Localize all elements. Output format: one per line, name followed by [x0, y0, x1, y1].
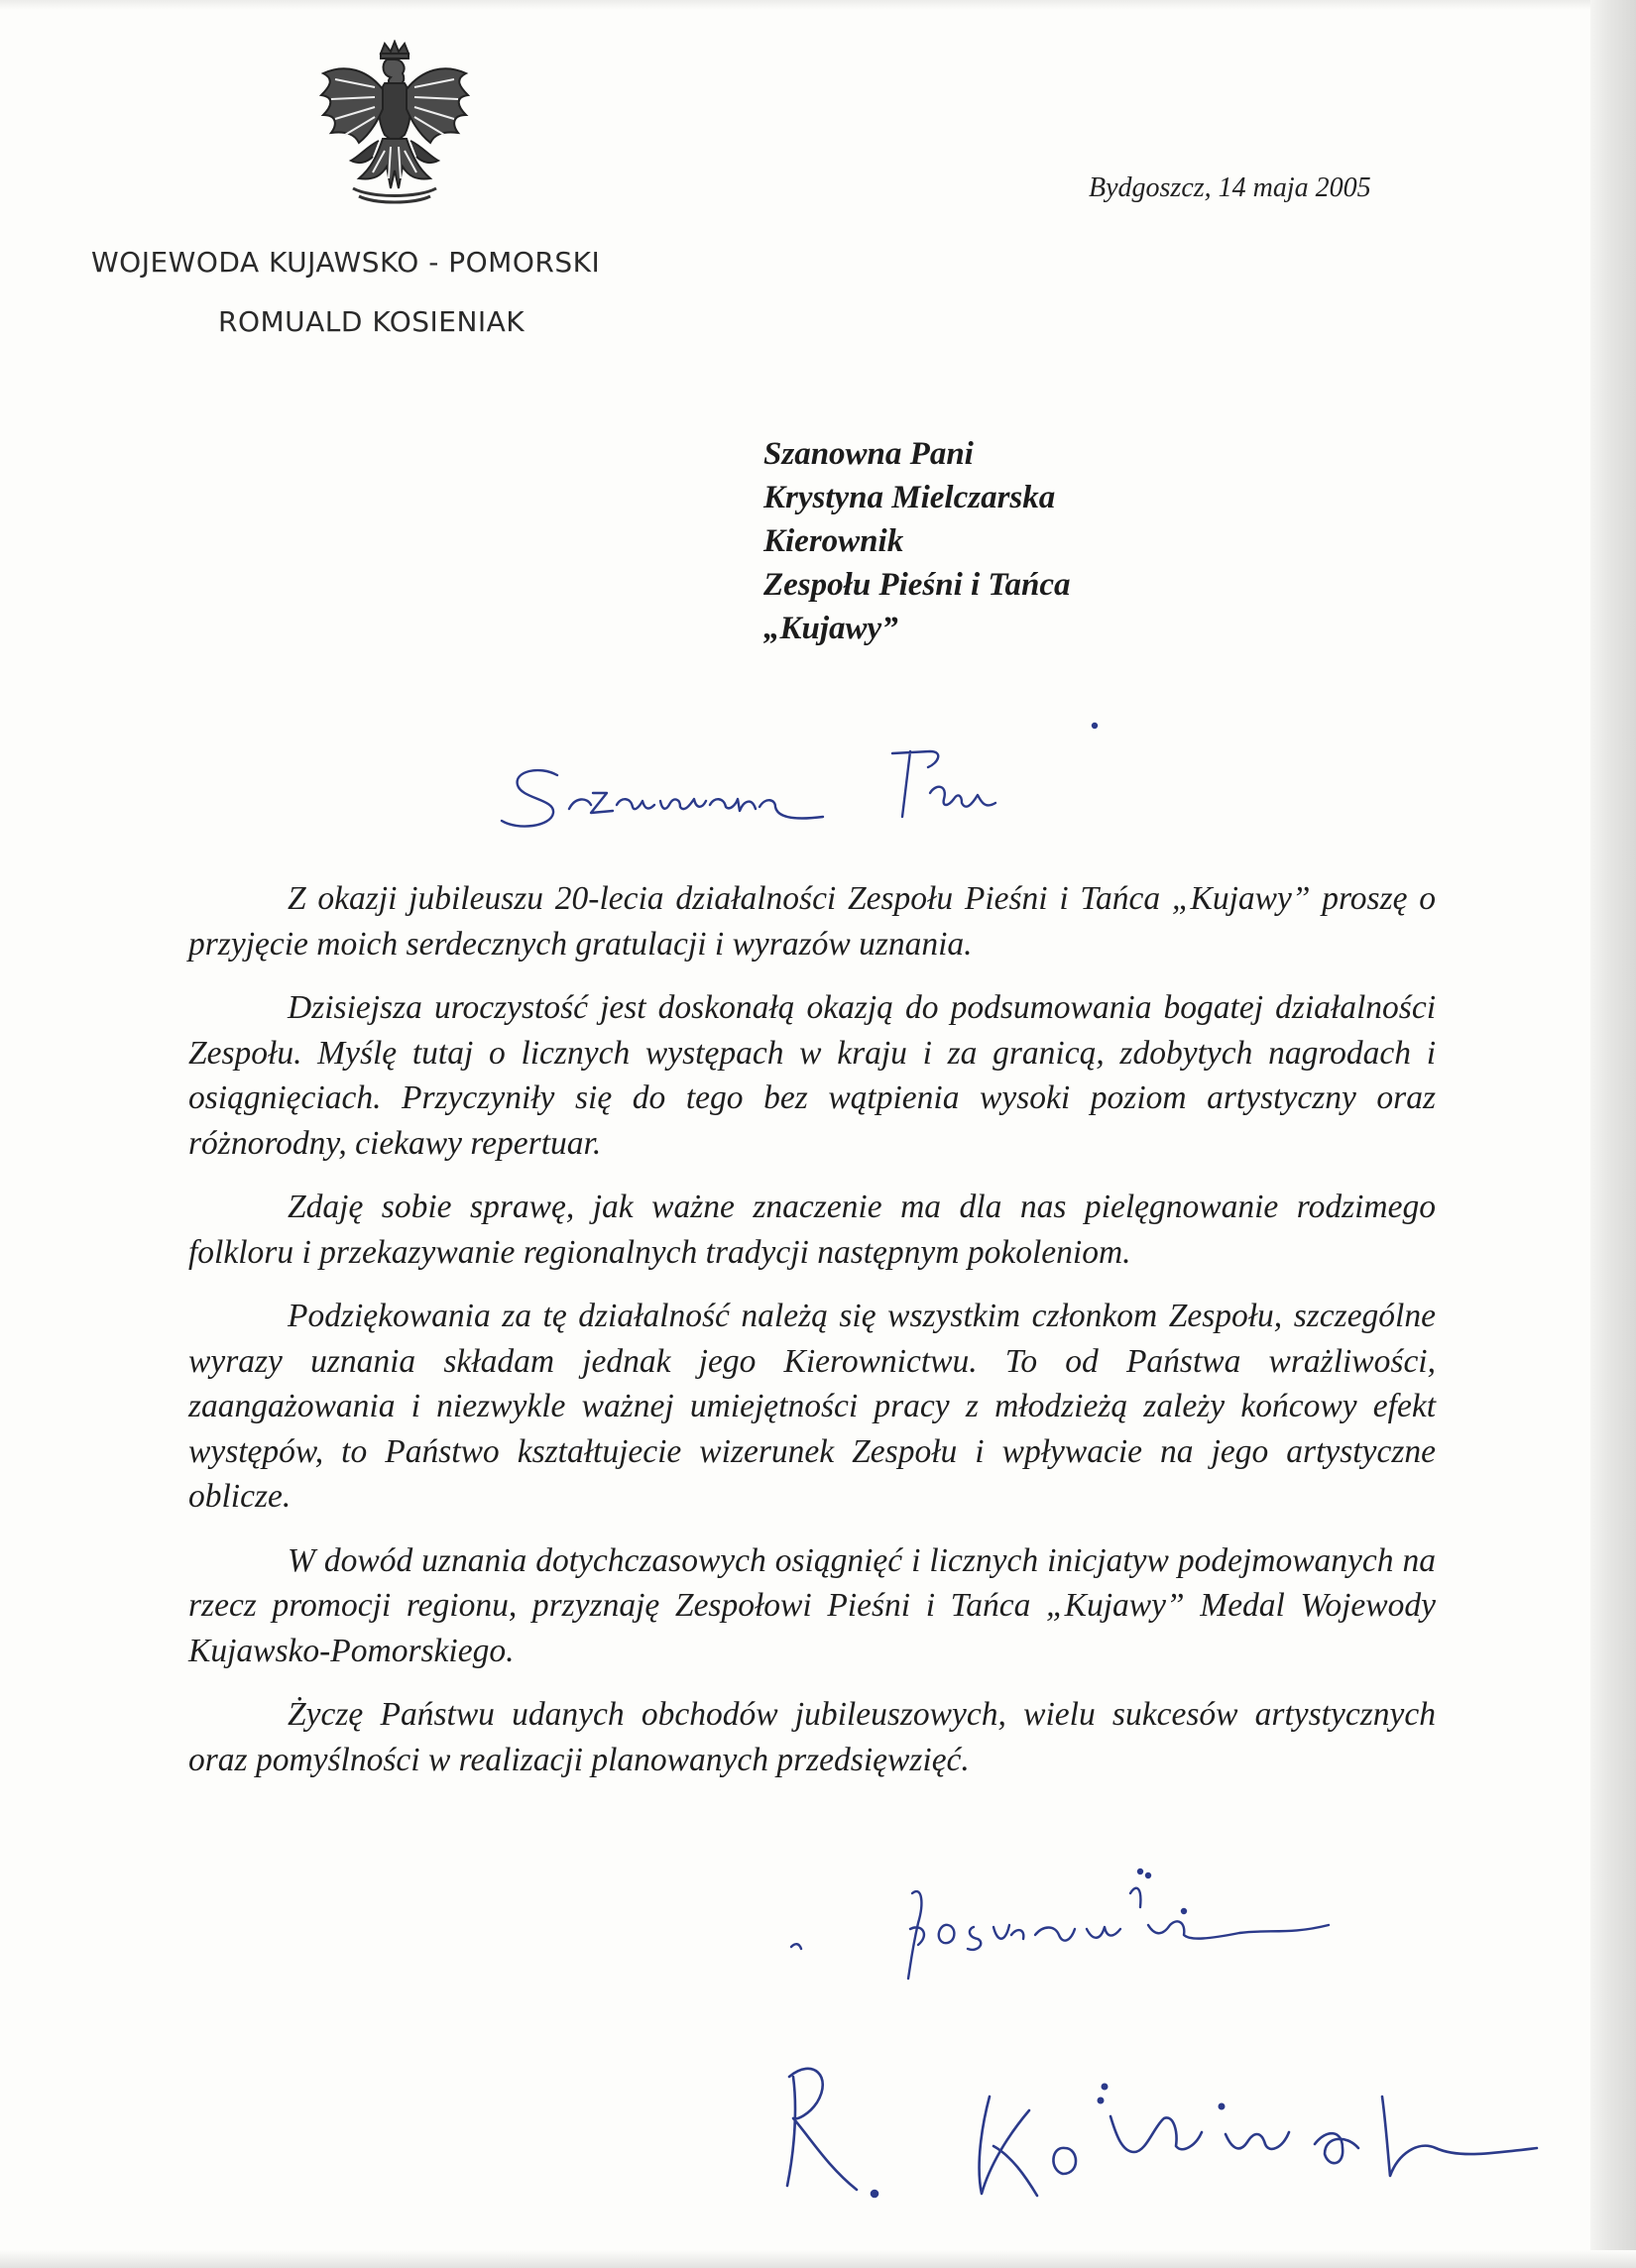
addressee-line: „Kujawy”: [763, 611, 898, 646]
addressee-line: Szanowna Pani: [763, 436, 974, 472]
addressee-line: Krystyna Mielczarska: [763, 480, 1056, 515]
body-paragraph: Życzę Państwu udanych obchodów jubileuszowych, wielu sukcesów artystycznych oraz pomyślności w realizacji planowanych przedsięwzięć.: [188, 1696, 1436, 1778]
addressee-line: Zespołu Pieśni i Tańca: [763, 567, 1071, 603]
official-name: ROMUALD KOSIENIAK: [218, 305, 526, 338]
addressee-line: Kierownik: [763, 523, 904, 559]
handwritten-signature: [773, 2037, 1557, 2215]
scan-right-edge: [1590, 0, 1636, 2268]
scan-bottom-edge: [0, 2250, 1636, 2268]
body-paragraph: W dowód uznania dotychczasowych osiągnięć i licznych inicjatyw podejmowanych na rzecz promocji regionu, przyznaję Zespołowi Pieśni i Tańca „Kujawy” Medal Wojewody Kujawsko-Pomorskiego.: [188, 1541, 1436, 1669]
letter-date: Bydgoszcz, 14 maja 2005: [1089, 172, 1371, 203]
addressee-block: [763, 432, 1071, 650]
polish-eagle-emblem-icon: [315, 40, 474, 208]
letter-body: [188, 876, 1436, 1801]
scan-top-edge: [0, 0, 1636, 10]
body-paragraph: Podziękowania za tę działalność należą się wszystkim członkom Zespołu, szczególne wyrazy uznania składam jednak jego Kierownictwu. To od Państwa wrażliwości, zaangażowania i niezwykle ważnej umiejętności pracy z młodzieżą zależy końcowy efekt występów, to Państwo kształtujecie wizerunek Zespołu i wpływacie na jego artystyczne oblicze.: [188, 1298, 1436, 1515]
office-title: WOJEWODA KUJAWSKO - POMORSKI: [91, 246, 601, 279]
handwritten-salutation: [496, 714, 1130, 843]
handwritten-closing: [773, 1864, 1388, 1983]
body-paragraph: Dzisiejsza uroczystość jest doskonałą okazją do podsumowania bogatej działalności Zespołu. Myślę tutaj o licznych występach w kraju i za granicą, zdobytych nagrodach i osiągnięciach. Przyczyniły się do tego bez wątpienia wysoki poziom artystyczny oraz różnorodny, ciekawy repertuar.: [188, 989, 1436, 1162]
body-paragraph: Z okazji jubileuszu 20-lecia działalności Zespołu Pieśni i Tańca „Kujawy” proszę o przyjęcie moich serdecznych gratulacji i wyrazów uznania.: [188, 880, 1436, 963]
body-paragraph: Zdaję sobie sprawę, jak ważne znaczenie ma dla nas pielęgnowanie rodzimego folkloru i przekazywanie regionalnych tradycji następnym pokoleniom.: [188, 1189, 1436, 1271]
